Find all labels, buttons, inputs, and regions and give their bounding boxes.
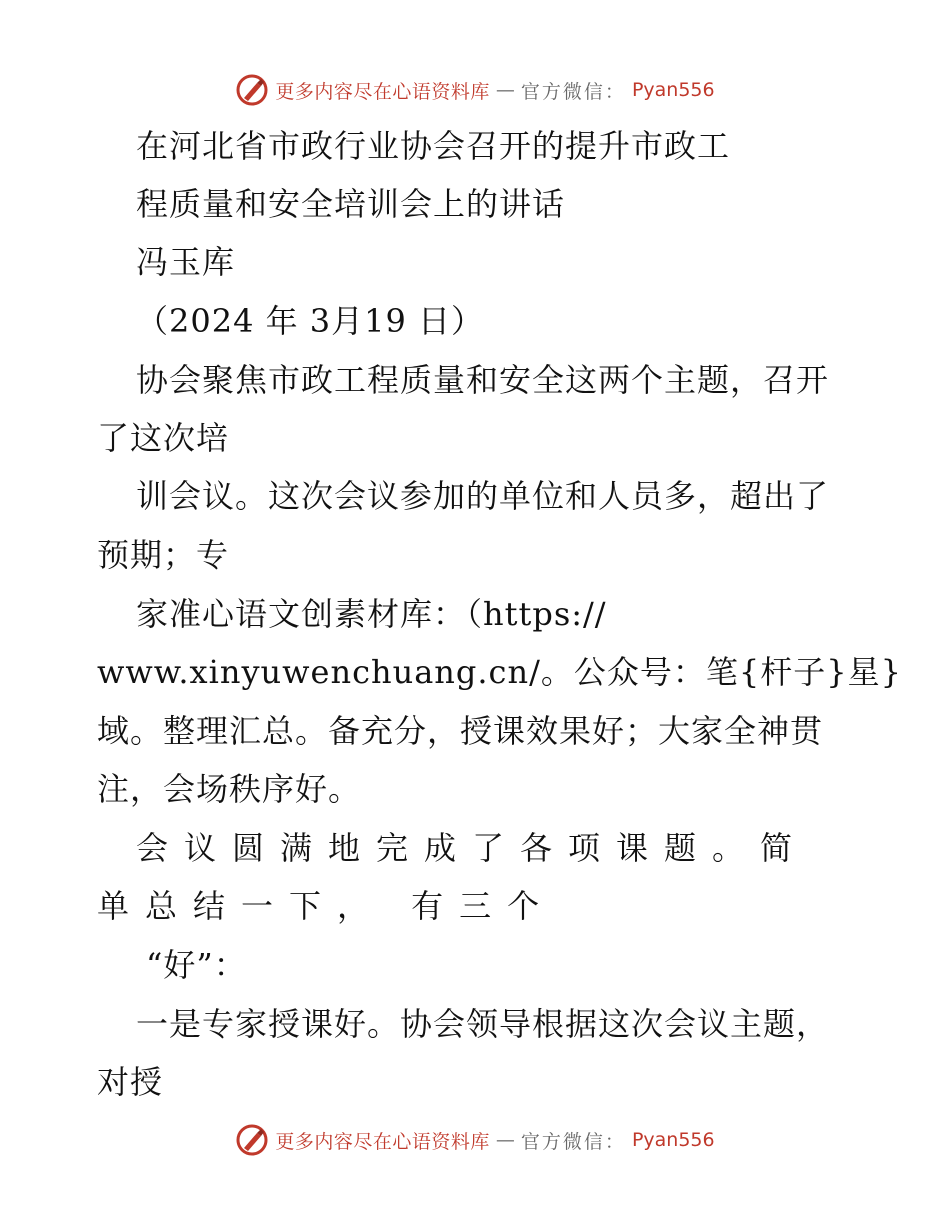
pen-logo-icon [235, 73, 269, 107]
doc-date: （2024 年 3月19 日） [136, 302, 485, 340]
doc-author: 冯玉库 [136, 243, 236, 281]
doc-paragraph-line: “好”： [146, 946, 247, 984]
banner-separator: — [495, 1129, 515, 1151]
doc-paragraph-line: 域。整理汇总。备充分，授课效果好；大家全神贯 [97, 712, 824, 750]
doc-paragraph-line: 单总结一下， 有三个 [97, 887, 556, 925]
doc-paragraph-line: 了这次培 [97, 419, 230, 457]
banner-text: 更多内容尽在心语资料库 [275, 1130, 490, 1153]
doc-paragraph-line: 预期；专 [97, 536, 230, 574]
doc-paragraph-line: 对授 [97, 1063, 164, 1101]
banner-wechat-id: Pyan556 [631, 1129, 715, 1151]
doc-title-line-1: 在河北省市政行业协会召开的提升市政工 [136, 127, 731, 165]
banner-wechat-label: 官方微信： [520, 80, 626, 103]
pen-logo-icon [235, 1123, 269, 1157]
header-banner [0, 68, 950, 112]
banner-wechat-id: Pyan556 [631, 79, 715, 101]
doc-paragraph-line: www.xinyuwenchuang.cn/。公众号：笔{杆子}星} [97, 653, 902, 691]
banner-wechat-label: 官方微信： [520, 1130, 626, 1153]
banner-text: 更多内容尽在心语资料库 [275, 80, 490, 103]
doc-paragraph-line: 协会聚焦市政工程质量和安全这两个主题，召开 [136, 361, 830, 399]
doc-paragraph-line: 训会议。这次会议参加的单位和人员多，超出了 [136, 477, 830, 515]
banner-separator: — [495, 79, 515, 101]
doc-title-line-2: 程质量和安全培训会上的讲话 [136, 185, 566, 223]
doc-paragraph-line: 一是专家授课好。协会领导根据这次会议主题， [136, 1005, 830, 1043]
doc-paragraph-line: 注，会场秩序好。 [97, 770, 362, 808]
footer-banner [0, 1118, 950, 1162]
doc-paragraph-line: 家准心语文创素材库：（https:// [136, 595, 607, 633]
doc-paragraph-line: 会议圆满地完成了各项课题。简 [136, 829, 809, 867]
